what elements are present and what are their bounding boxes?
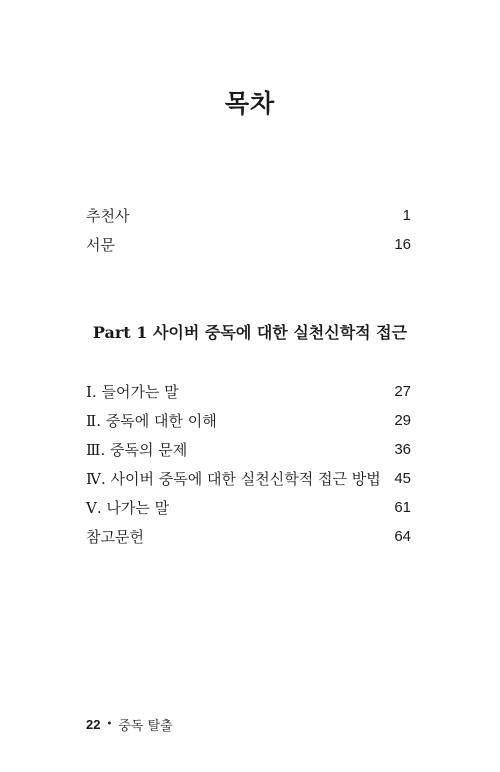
toc-entry-label: Ⅴ. 나가는 말 — [86, 498, 170, 517]
toc-entry-page: 36 — [394, 440, 411, 458]
toc-entry-chapter-2[interactable] — [86, 407, 411, 433]
toc-entry-label: 참고문헌 — [86, 527, 144, 546]
toc-entry-page: 61 — [394, 498, 411, 516]
toc-entry-chapter-4[interactable] — [86, 465, 411, 491]
toc-entry-chapter-3[interactable] — [86, 436, 411, 462]
toc-entry-page: 64 — [394, 527, 411, 545]
toc-entry-label: Ⅳ. 사이버 중독에 대한 실천신학적 접근 방법 — [86, 469, 381, 488]
page-footer — [86, 715, 173, 734]
toc-entry-label: Ⅰ. 들어가는 말 — [86, 382, 179, 401]
part-heading: Part 1 사이버 중독에 대한 실천신학적 접근 — [92, 323, 408, 342]
footer-separator: • — [106, 719, 113, 730]
toc-entry-chapter-1[interactable] — [86, 378, 411, 404]
toc-entry-preface[interactable] — [86, 231, 411, 257]
toc-entry-label: 서문 — [86, 235, 115, 254]
toc-entry-label: 추천사 — [86, 206, 130, 225]
toc-entry-page: 27 — [394, 382, 411, 400]
toc-entry-page: 1 — [402, 206, 411, 224]
toc-entry-page: 45 — [394, 469, 411, 487]
toc-entry-references[interactable] — [86, 523, 411, 549]
toc-entry-label: Ⅲ. 중독의 문제 — [86, 440, 188, 459]
toc-entry-page: 16 — [394, 235, 411, 253]
toc-entry-chapter-5[interactable] — [86, 494, 411, 520]
toc-entry-label: Ⅱ. 중독에 대한 이해 — [86, 411, 217, 430]
toc-entry-recommendation[interactable] — [86, 202, 411, 228]
page-title: 목차 — [224, 89, 276, 118]
footer-book-title: 중독 탈출 — [118, 719, 173, 734]
toc-entry-page: 29 — [394, 411, 411, 429]
footer-page-number: 22 — [86, 717, 101, 732]
